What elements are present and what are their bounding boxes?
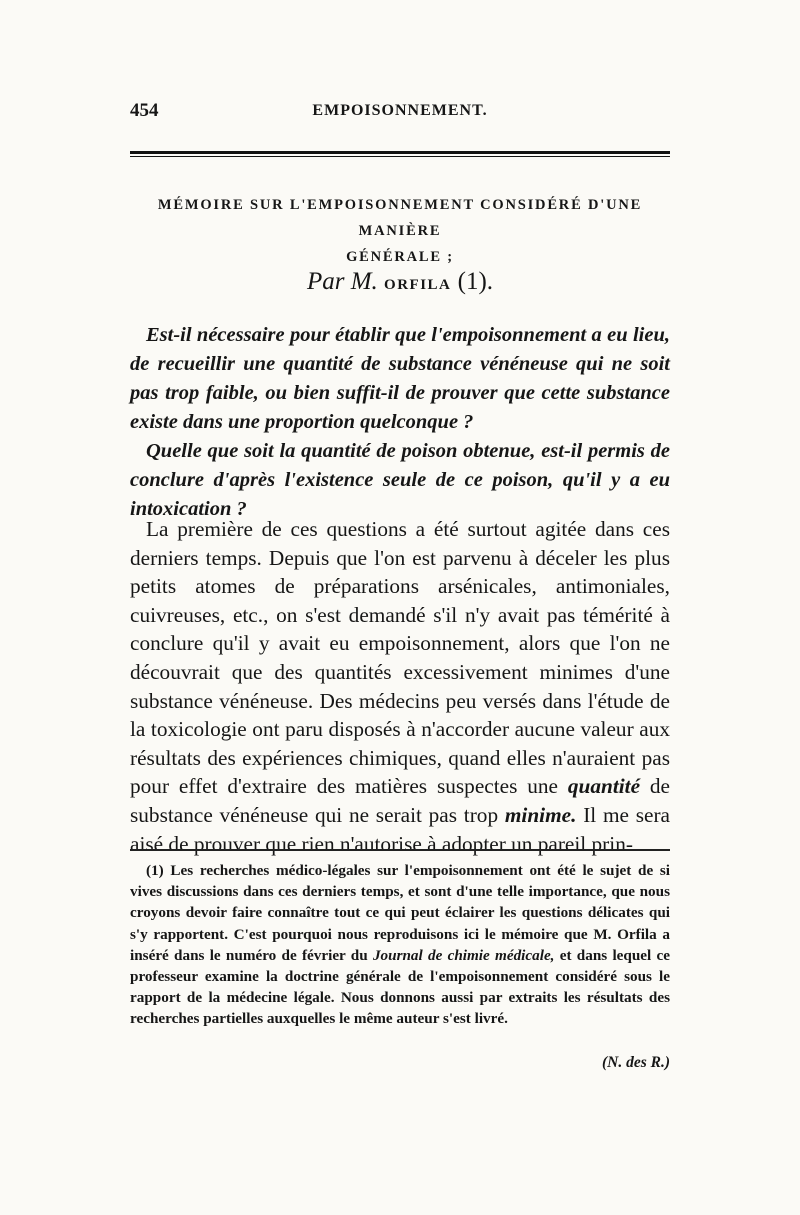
epigraph-paragraph-2: Quelle que soit la quantité de poison obtenue, est-il permis de conclure d'après l'existence seule de ce poison, qu'il y a eu intoxication ? bbox=[130, 440, 670, 520]
article-title bbox=[130, 192, 670, 270]
footnote-journal-title: Journal de chimie médicale, bbox=[372, 946, 555, 964]
body-emphasis-minime: minime. bbox=[504, 802, 577, 827]
footnote-rule bbox=[130, 849, 670, 851]
header-rule bbox=[130, 151, 670, 157]
body-text bbox=[130, 515, 670, 858]
byline-note-ref: (1). bbox=[457, 268, 494, 295]
page-header bbox=[130, 100, 670, 128]
footnote-paragraph bbox=[130, 860, 670, 1030]
body-paragraph bbox=[130, 515, 670, 858]
footnote-text-part-1: (1) Les recherches médico-légales sur l'empoisonnement ont été le sujet de si vives discussions dans ces derniers temps, et sont d'une telle importance, que nous croyons devoir faire connaître tout ce qui peut éclairer les questions délicates qui s'y rapportent. C'est pourquoi nous reproduisons ici le mémoire que M. Orfila a inséré dans le numéro de février du bbox=[130, 862, 670, 964]
article-title-line-1: MÉMOIRE SUR L'EMPOISONNEMENT CONSIDÉRÉ D'UNE MANIÈRE bbox=[157, 197, 643, 239]
footnote-signature: (N. des R.) bbox=[601, 1054, 670, 1071]
page-number: 454 bbox=[130, 100, 159, 121]
byline-par: Par M. bbox=[306, 268, 378, 295]
byline-author: ORFILA bbox=[384, 277, 452, 293]
footnote bbox=[130, 860, 670, 1030]
body-emphasis-quantite: quantité bbox=[567, 774, 641, 799]
article-title-line-2: GÉNÉRALE ; bbox=[346, 249, 454, 265]
body-text-part-1: La première de ces questions a été surtout agitée dans ces derniers temps. Depuis que l'on est parvenu à déceler les plus petits atomes de préparations arsénicales, antimoniales, cuivreuses, etc., on s'est demandé s'il n'y avait pas témérité à conclure qu'il y avait eu empoisonnement, alors que l'on ne découvrait que des quantités excessivement minimes d'une substance vénéneuse. Des médecins peu versés dans l'étude de la toxicologie ont paru disposés à n'accorder aucune valeur aux résultats des expériences chimiques, quand elles n'auraient pas pour effet d'extraire des matières suspectes une bbox=[130, 517, 670, 799]
byline bbox=[130, 268, 670, 296]
body-text-part-3: Il me sera aisé de prouver que rien n'autorise à adopter un pareil prin- bbox=[130, 802, 670, 856]
footnote-text-part-2: et dans lequel ce professeur examine la doctrine générale de l'empoisonnement considéré sous le rapport de la médecine légale. Nous donnons aussi par extraits les résultats des recherches partielles auxquelles le même auteur s'est livré. bbox=[130, 946, 671, 1028]
epigraph-paragraph-1: Est-il nécessaire pour établir que l'empoisonnement a eu lieu, de recueillir une quantité de substance vénéneuse qui ne soit pas trop faible, ou bien suffit-il de prouver que cette substance existe dans une proportion quelconque ? bbox=[130, 324, 670, 433]
body-text-part-2: de substance vénéneuse qui ne serait pas trop bbox=[130, 774, 671, 827]
epigraph-questions bbox=[130, 321, 670, 524]
running-title: EMPOISONNEMENT. bbox=[312, 102, 488, 119]
